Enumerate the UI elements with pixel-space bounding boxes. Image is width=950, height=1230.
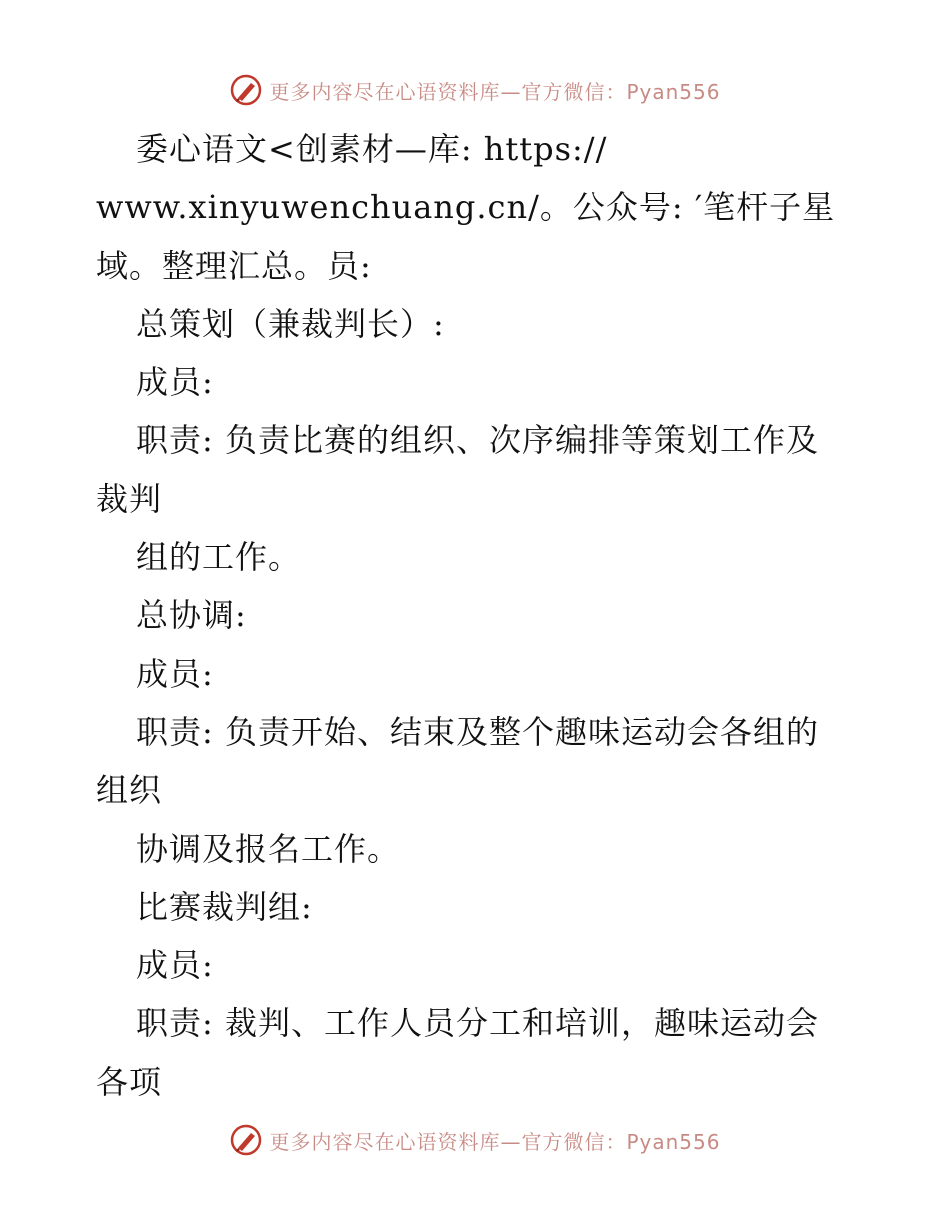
body-line-12: 组织 bbox=[96, 771, 163, 810]
pen-logo-icon bbox=[229, 73, 263, 107]
body-line-1: 委心语文<创素材—库: https:// bbox=[136, 130, 608, 168]
body-line-9: 总协调: bbox=[136, 596, 247, 635]
pen-logo-icon bbox=[229, 1123, 263, 1157]
body-line-4: 总策划（兼裁判长）: bbox=[136, 304, 445, 343]
body-line-10: 成员: bbox=[136, 654, 214, 693]
header-banner-text: 更多内容尽在心语资料库—官方微信：Pyan556 bbox=[269, 79, 721, 104]
document-body bbox=[96, 120, 856, 1111]
body-line-11: 职责: 负责开始、结束及整个趣味运动会各组的 bbox=[136, 712, 819, 751]
body-line-8: 组的工作。 bbox=[136, 538, 302, 577]
body-line-15: 成员: bbox=[136, 946, 214, 985]
body-line-16: 职责: 裁判、工作人员分工和培训，趣味运动会 bbox=[136, 1004, 819, 1043]
body-line-5: 成员: bbox=[136, 363, 214, 402]
body-line-13: 协调及报名工作。 bbox=[136, 829, 401, 868]
body-line-2: www.xinyuwenchuang.cn/。公众号: ′笔杆子星 bbox=[96, 188, 836, 227]
body-line-7: 裁判 bbox=[96, 479, 163, 518]
body-line-17: 各项 bbox=[96, 1062, 163, 1101]
header-banner bbox=[0, 70, 950, 110]
body-line-14: 比赛裁判组: bbox=[136, 887, 313, 926]
body-line-3: 域。整理汇总。员: bbox=[96, 246, 372, 285]
body-line-6: 职责: 负责比赛的组织、次序编排等策划工作及 bbox=[136, 421, 819, 460]
footer-banner bbox=[0, 1120, 950, 1160]
footer-banner-text: 更多内容尽在心语资料库—官方微信：Pyan556 bbox=[269, 1129, 721, 1154]
